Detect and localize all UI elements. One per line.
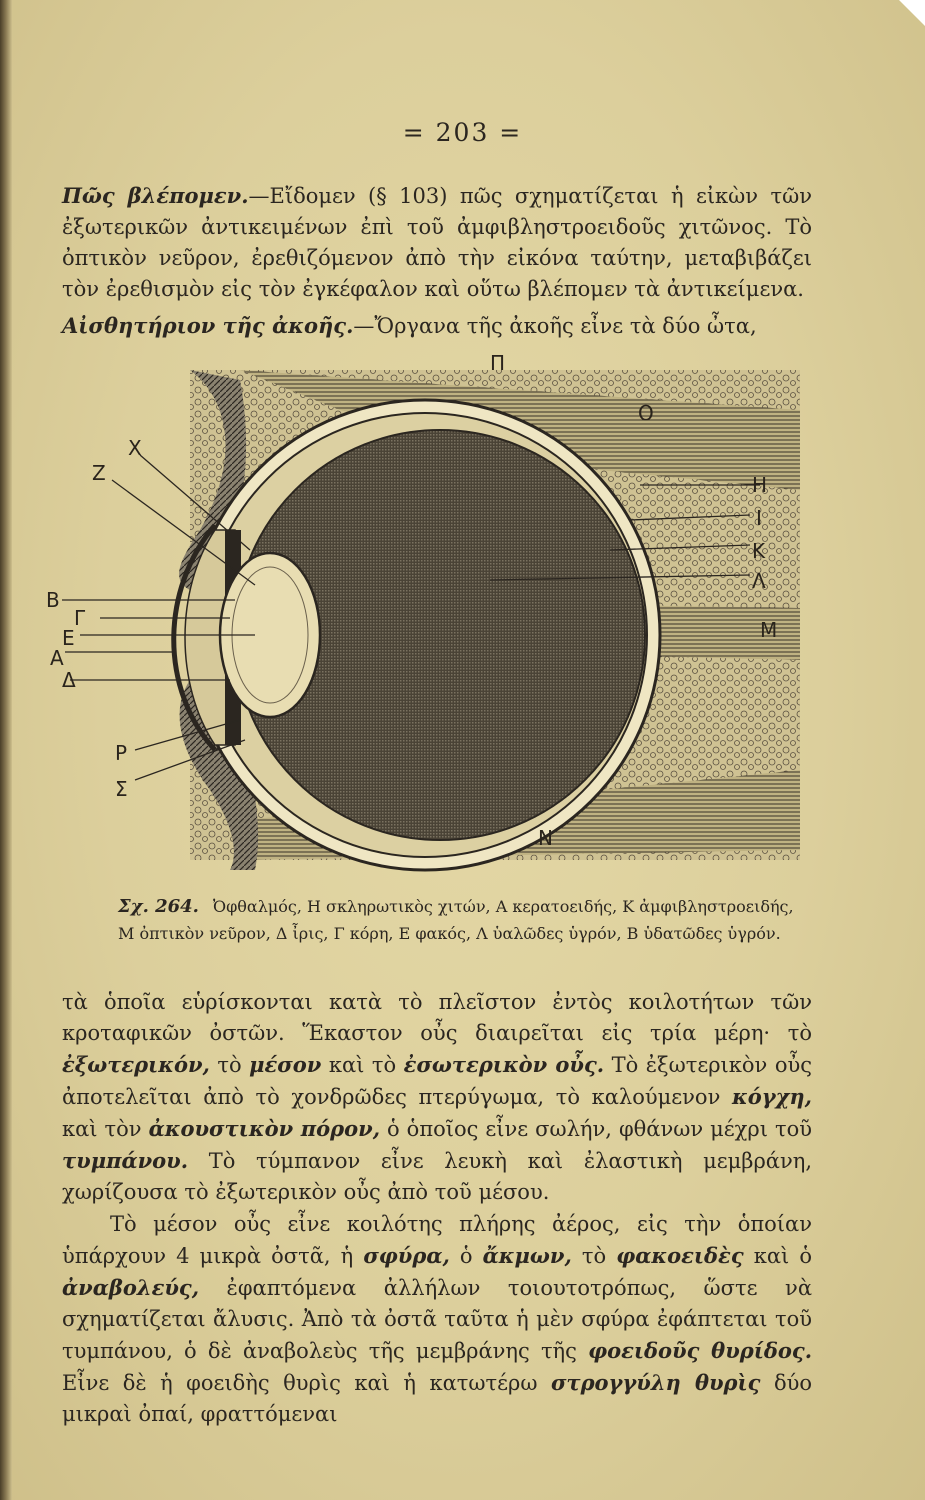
label-rho: Ρ (115, 741, 128, 765)
text-run: καὶ τὸν (62, 1117, 149, 1141)
text-run: καὶ τὸ (321, 1053, 404, 1077)
label-mu: Μ (760, 618, 778, 642)
page-corner (899, 0, 925, 26)
term-tympanum: τυμπάνου. (62, 1148, 189, 1173)
term-malleus: σφύρα, (363, 1243, 450, 1268)
paragraph-text: —Ὄργανα τῆς ἀκοῆς εἶνε τὰ δύο ὦτα, (353, 314, 757, 338)
page-number: = 203 = (402, 118, 523, 147)
label-sigma: Σ (115, 777, 128, 801)
term-round-window: στρογγύλη θυρὶς (550, 1370, 761, 1395)
paragraph-ear-parts (62, 987, 812, 1208)
paragraph-middle-ear (62, 1209, 812, 1430)
label-beta: Β (46, 588, 60, 612)
text-run: ὁ ὁποῖος εἶνε σωλήν, φθάνων μέχρι τοῦ (380, 1117, 812, 1141)
label-chi: Χ (128, 436, 142, 460)
section-heading-hearing: Αἰσθητήριον τῆς ἀκοῆς. (62, 313, 354, 338)
paragraph-how-we-see (62, 180, 812, 305)
label-lambda: Λ (752, 569, 766, 593)
label-pi: Π (490, 351, 506, 375)
label-zeta: Ζ (92, 461, 106, 485)
label-omicron: Ο (638, 401, 654, 425)
caption-text: Ὀφθαλμός, Η σκληρωτικὸς χιτών, Α κερατοειδής, Κ ἀμφιβληστροειδής, Μ ὀπτικὸν νεῦρον, Δ ἶρις, Γ κόρη, Ε φακός, Λ ὑαλῶδες ὑγρόν, Β ὑδατῶδες ὑγρόν. (118, 897, 794, 943)
figure-caption (118, 893, 798, 947)
caption-label: Σχ. 264. (118, 896, 199, 917)
label-eta: Η (752, 473, 768, 497)
paragraph-hearing-organ (62, 310, 812, 342)
text-run: δύο μικραὶ ὀπαί, φραττόμεναι (62, 1371, 812, 1426)
text-run: ὁ (449, 1244, 483, 1268)
text-run: Τὸ τύμπανον εἶνε λευκὴ καὶ ἐλαστικὴ μεμβράνη, χωρίζουσα τὸ ἐξωτερικὸν οὖς ἀπὸ τοῦ μέσου. (62, 1149, 812, 1204)
term-stapes: ἀναβολεύς, (62, 1275, 200, 1300)
term-middle-ear: μέσον (249, 1052, 322, 1077)
label-nu: Ν (538, 826, 553, 850)
term-incus: ἄκμων, (482, 1243, 572, 1268)
label-gamma: Γ (74, 606, 86, 630)
text-run: τὰ ὁποῖα εὑρίσκονται κατὰ τὸ πλεῖστον ἐντὸς κοιλοτήτων τῶν κροταφικῶν ὀστῶν. Ἕκαστον οὖς διαιρεῖται εἰς τρία μέρη· τὸ (62, 990, 812, 1045)
paragraph-text: —Εἴδομεν (§ 103) πῶς σχηματίζεται ἡ εἰκὼν τῶν ἐξωτερικῶν ἀντικειμένων ἐπὶ τοῦ ἀμφιβληστροειδοῦς χιτῶνος. Τὸ ὀπτικὸν νεῦρον, ἐρεθιζόμενον ἀπὸ τὴν εἰκόνα ταύτην, μεταβιβάζει τὸν ἐρεθισμὸν εἰς τὸν ἐγκέφαλον καὶ οὕτω βλέπομεν τὰ ἀντικείμενα. (62, 184, 812, 301)
text-run: Τὸ μέσον οὖς εἶνε κοιλότης πλήρης ἀέρος, εἰς τὴν ὁποίαν ὑπάρχουν 4 μικρὰ ὀστᾶ, ἡ (62, 1212, 812, 1268)
text-run: τὸ (209, 1053, 250, 1077)
text-run: Τὸ ἐξωτερικὸν οὖς ἀποτελεῖται ἀπὸ τὸ χονδρῶδες πτερύγωμα, τὸ καλούμενον (62, 1053, 812, 1109)
term-oval-window: φοειδοῦς θυρίδος. (588, 1338, 812, 1363)
eye-anatomy-figure (40, 350, 800, 880)
label-epsilon: Ε (62, 626, 75, 650)
term-outer-ear: ἐξωτερικόν, (62, 1052, 210, 1077)
text-run: τὸ (571, 1244, 617, 1268)
label-iota: Ι (756, 506, 762, 530)
text-run: Εἶνε δὲ ἡ φοειδὴς θυρὶς καὶ ἡ κατωτέρω (62, 1371, 551, 1395)
term-lenticular: φακοειδὲς (616, 1243, 744, 1268)
term-inner-ear: ἐσωτερικὸν οὖς. (403, 1052, 605, 1077)
page-binding-edge (0, 0, 12, 1500)
label-kappa: Κ (752, 539, 766, 563)
section-heading-how-we-see: Πῶς βλέπομεν. (62, 183, 249, 208)
text-run: ἐφαπτόμενα ἀλλήλων τοιουτοτρόπως, ὥστε νὰ σχηματίζεται ἄλυσις. Ἀπὸ τὰ ὀστᾶ ταῦτα ἡ μὲν σφύρα ἐφάπτεται τοῦ τυμπάνου, ὁ δὲ ἀναβολεὺς τῆς μεμβράνης τῆς (62, 1276, 812, 1363)
label-alpha: Α (50, 646, 64, 670)
term-auditory-canal: ἀκουστικὸν πόρον, (148, 1116, 381, 1141)
term-concha: κόγχη, (731, 1084, 812, 1109)
label-delta: Δ (62, 668, 76, 692)
text-run: καὶ ὁ (743, 1244, 812, 1268)
